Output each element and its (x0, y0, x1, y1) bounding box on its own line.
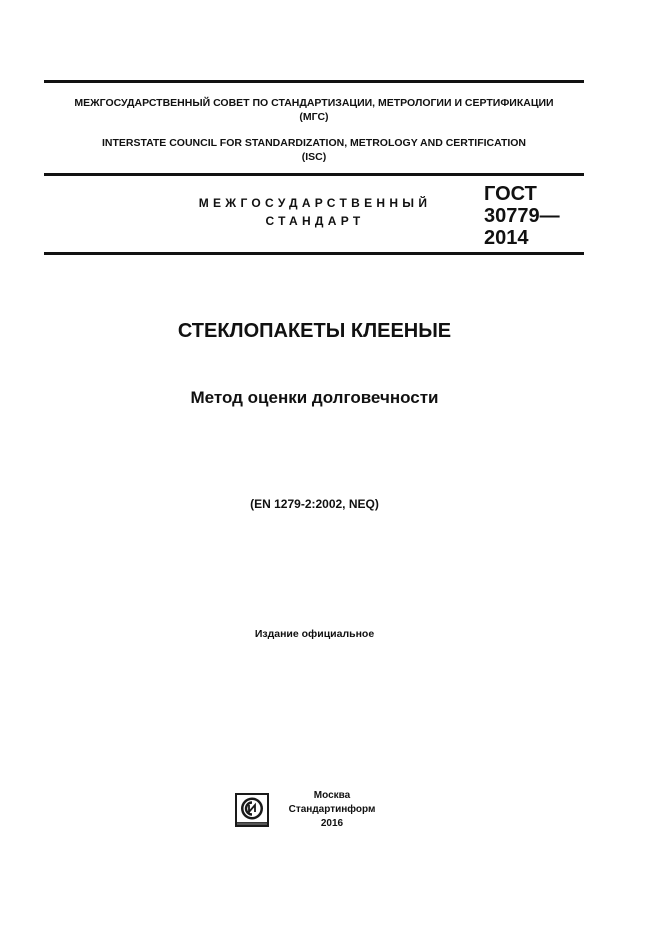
publisher-name: Стандартинформ (288, 804, 376, 815)
council-ru-abbr: (МГС) (299, 111, 329, 123)
header-middle-rule (44, 173, 584, 176)
gost-code: 30779— (484, 205, 560, 227)
standard-reference: (EN 1279-2:2002, NEQ) (250, 497, 379, 511)
publisher-block (280, 789, 384, 831)
council-ru-name: МЕЖГОСУДАРСТВЕННЫЙ СОВЕТ ПО СТАНДАРТИЗАЦИИ, МЕТРОЛОГИИ И СЕРТИФИКАЦИИ (74, 97, 554, 109)
publisher-year: 2016 (320, 818, 344, 829)
document-subtitle: Метод оценки долговечности (190, 388, 439, 407)
standard-kind (150, 194, 480, 230)
gost-label: ГОСТ (484, 183, 537, 205)
council-ru (44, 96, 584, 124)
gost-number (484, 183, 560, 249)
header-top-rule (44, 80, 584, 83)
council-en-name: INTERSTATE COUNCIL FOR STANDARDIZATION, METROLOGY AND CERTIFICATION (101, 137, 527, 149)
standartinform-logo-icon (235, 793, 269, 827)
edition-note: Издание официальное (254, 628, 375, 640)
publisher-city: Москва (313, 790, 351, 801)
standard-kind-line1: МЕЖГОСУДАРСТВЕННЫЙ (198, 196, 432, 210)
header-bottom-rule (44, 252, 584, 255)
council-en-abbr: (ISC) (301, 151, 327, 163)
document-title: СТЕКЛОПАКЕТЫ КЛЕЕНЫЕ (177, 320, 452, 342)
standard-kind-line2: СТАНДАРТ (265, 214, 365, 228)
gost-year: 2014 (484, 227, 529, 249)
council-en (44, 136, 584, 164)
